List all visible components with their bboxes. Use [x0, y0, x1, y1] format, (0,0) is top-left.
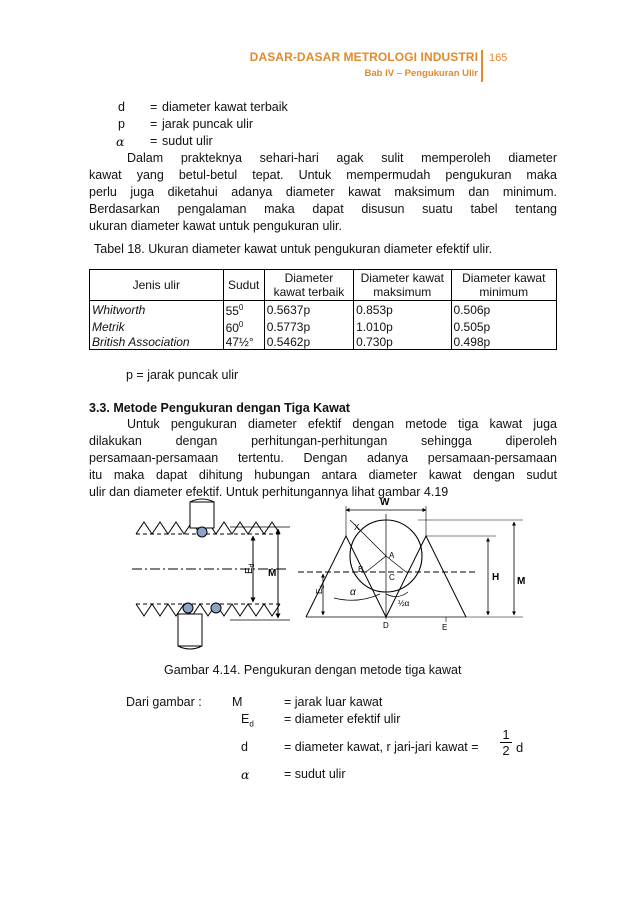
cell-sudut-value: 60 — [225, 321, 239, 335]
paragraph-wire-diameter — [89, 150, 557, 235]
para1-line-2: kawat yang betul-betul tepat. Untuk mempermudah pengukuran maka — [89, 168, 557, 182]
th-terbaik — [264, 270, 353, 301]
cell-jenis: Whitworth — [90, 301, 224, 319]
fraction-half — [500, 727, 512, 758]
table-header-row — [90, 270, 557, 301]
left-label-m: M — [268, 568, 277, 579]
def-symbol-d: d — [118, 100, 125, 114]
cell-maks: 0.853p — [354, 301, 451, 319]
def-eq-alpha: = — [150, 134, 158, 148]
th-jenis: Jenis ulir — [90, 270, 224, 301]
table-row — [90, 318, 557, 335]
para1-line-4: Berdasarkan pengalaman maka dapat disusun suatu tabel tentang — [89, 202, 557, 216]
para1-line-1: Dalam prakteknya sehari-hari agak sulit memperoleh diameter — [127, 151, 557, 165]
paragraph-three-wire — [89, 416, 557, 501]
figure-caption: Gambar 4.14. Pengukuran dengan metode tiga kawat — [164, 663, 462, 677]
def-eq-p: = — [150, 117, 158, 131]
para2-line-5: ulir dan diameter efektif. Untuk perhitungannya lihat gambar 4.19 — [89, 485, 449, 499]
fraction-denominator: 2 — [500, 742, 512, 758]
th-min-line2: minimum — [479, 285, 529, 299]
th-terbaik-line1: Diameter — [284, 271, 334, 285]
cell-terbaik: 0.5462p — [264, 335, 353, 350]
th-terbaik-line2: kawat terbaik — [273, 285, 345, 299]
wire-diameter-table — [89, 269, 557, 350]
left-label-ed — [244, 563, 256, 574]
cell-sudut-value: 47½° — [225, 335, 254, 349]
cell-sudut — [223, 301, 264, 319]
right-label-e: E — [442, 623, 448, 632]
section-heading: 3.3. Metode Pengukuran dengan Tiga Kawat — [89, 401, 350, 415]
right-label-b: B — [358, 565, 364, 574]
def2-symbol-d: d — [241, 740, 248, 754]
para2-line-4: itu maka dapat dihitung hubungan antara diameter kawat dengan sudut — [89, 468, 557, 482]
cell-maks: 0.730p — [354, 335, 451, 350]
def2-desc-ed: = diameter efektif ulir — [284, 712, 401, 726]
right-label-w: W — [380, 497, 390, 508]
cell-sudut — [223, 335, 264, 350]
def2-symbol-alpha: α — [241, 767, 250, 782]
def2-symbol-ed-sub: d — [249, 719, 254, 729]
th-maks — [354, 270, 451, 301]
table-row — [90, 301, 557, 319]
cell-sudut — [223, 318, 264, 335]
cell-maks: 1.010p — [354, 318, 451, 335]
cell-min: 0.505p — [451, 318, 556, 335]
right-label-alpha: α — [350, 587, 356, 598]
cell-terbaik: 0.5773p — [264, 318, 353, 335]
def-eq-d: = — [150, 100, 158, 114]
cell-terbaik: 0.5637p — [264, 301, 353, 319]
def2-desc-m: = jarak luar kawat — [284, 695, 383, 709]
para1-line-3: perlu juga diketahui adanya diameter kawat maksimum dan minimum. — [89, 185, 557, 199]
para2-line-1: Untuk pengukuran diameter efektif dengan metode tiga kawat juga — [127, 417, 557, 431]
defs-intro: Dari gambar : — [126, 695, 202, 709]
running-header-subtitle: Bab IV – Pengukuran Ulir — [364, 68, 478, 79]
table-row — [90, 335, 557, 350]
th-min — [451, 270, 556, 301]
right-label-half-alpha: ½α — [398, 599, 410, 608]
right-label-ed-main: E — [315, 588, 324, 594]
fraction-after: d — [516, 740, 524, 755]
right-thread-profile — [298, 506, 526, 622]
table-caption: Tabel 18. Ukuran diameter kawat untuk pengukuran diameter efektif ulir. — [94, 242, 493, 256]
th-sudut: Sudut — [223, 270, 264, 301]
def-desc-d: diameter kawat terbaik — [162, 100, 288, 114]
def2-desc-alpha: = sudut ulir — [284, 767, 346, 781]
def2-desc-d: = diameter kawat, r jari-jari kawat = — [284, 740, 479, 754]
cell-sudut-sup: 0 — [238, 320, 244, 329]
right-label-h: H — [492, 572, 500, 583]
page-number: 165 — [489, 52, 508, 64]
left-thread-drawing — [132, 499, 290, 649]
def-desc-p: jarak puncak ulir — [162, 117, 254, 131]
right-label-ed-sub: d — [320, 585, 326, 589]
right-label-m: M — [517, 576, 526, 587]
right-label-x: X — [354, 523, 360, 532]
para2-line-3: persamaan-persamaan tertentu. Dengan adanya persamaan-persamaan — [89, 451, 557, 465]
th-maks-line1: Diameter kawat — [360, 271, 444, 285]
def2-symbol-ed-main: E — [241, 712, 250, 726]
right-label-a: A — [389, 551, 395, 560]
def2-symbol-ed — [241, 711, 254, 733]
cell-min: 0.498p — [451, 335, 556, 350]
para2-line-2: dilakukan dengan perhitungan-perhitungan sehingga diperoleh — [89, 434, 557, 448]
cell-sudut-sup: 0 — [238, 303, 244, 312]
def2-symbol-m: M — [232, 695, 243, 709]
cell-min: 0.506p — [451, 301, 556, 319]
right-label-ed — [315, 585, 326, 594]
table-note: p = jarak puncak ulir — [126, 368, 239, 382]
running-header-title: DASAR-DASAR METROLOGI INDUSTRI — [249, 50, 478, 64]
three-wire-figure — [118, 494, 558, 654]
para1-line-5: ukuran diameter kawat untuk pengukuran ulir. — [89, 219, 342, 233]
th-min-line1: Diameter kawat — [462, 271, 546, 285]
left-label-ed-main: E — [244, 567, 255, 574]
right-label-c: C — [389, 573, 395, 582]
left-label-ed-sub: d — [249, 563, 256, 568]
def-desc-alpha: sudut ulir — [162, 134, 213, 148]
cell-jenis: British Association — [90, 335, 224, 350]
th-maks-line2: maksimum — [373, 285, 432, 299]
right-label-d: D — [383, 621, 389, 630]
header-divider — [481, 50, 483, 82]
def-symbol-alpha: α — [116, 134, 125, 149]
cell-sudut-value: 55 — [225, 304, 239, 318]
fraction-numerator: 1 — [502, 727, 510, 742]
def-symbol-p: p — [118, 117, 125, 131]
cell-jenis: Metrik — [90, 318, 224, 335]
